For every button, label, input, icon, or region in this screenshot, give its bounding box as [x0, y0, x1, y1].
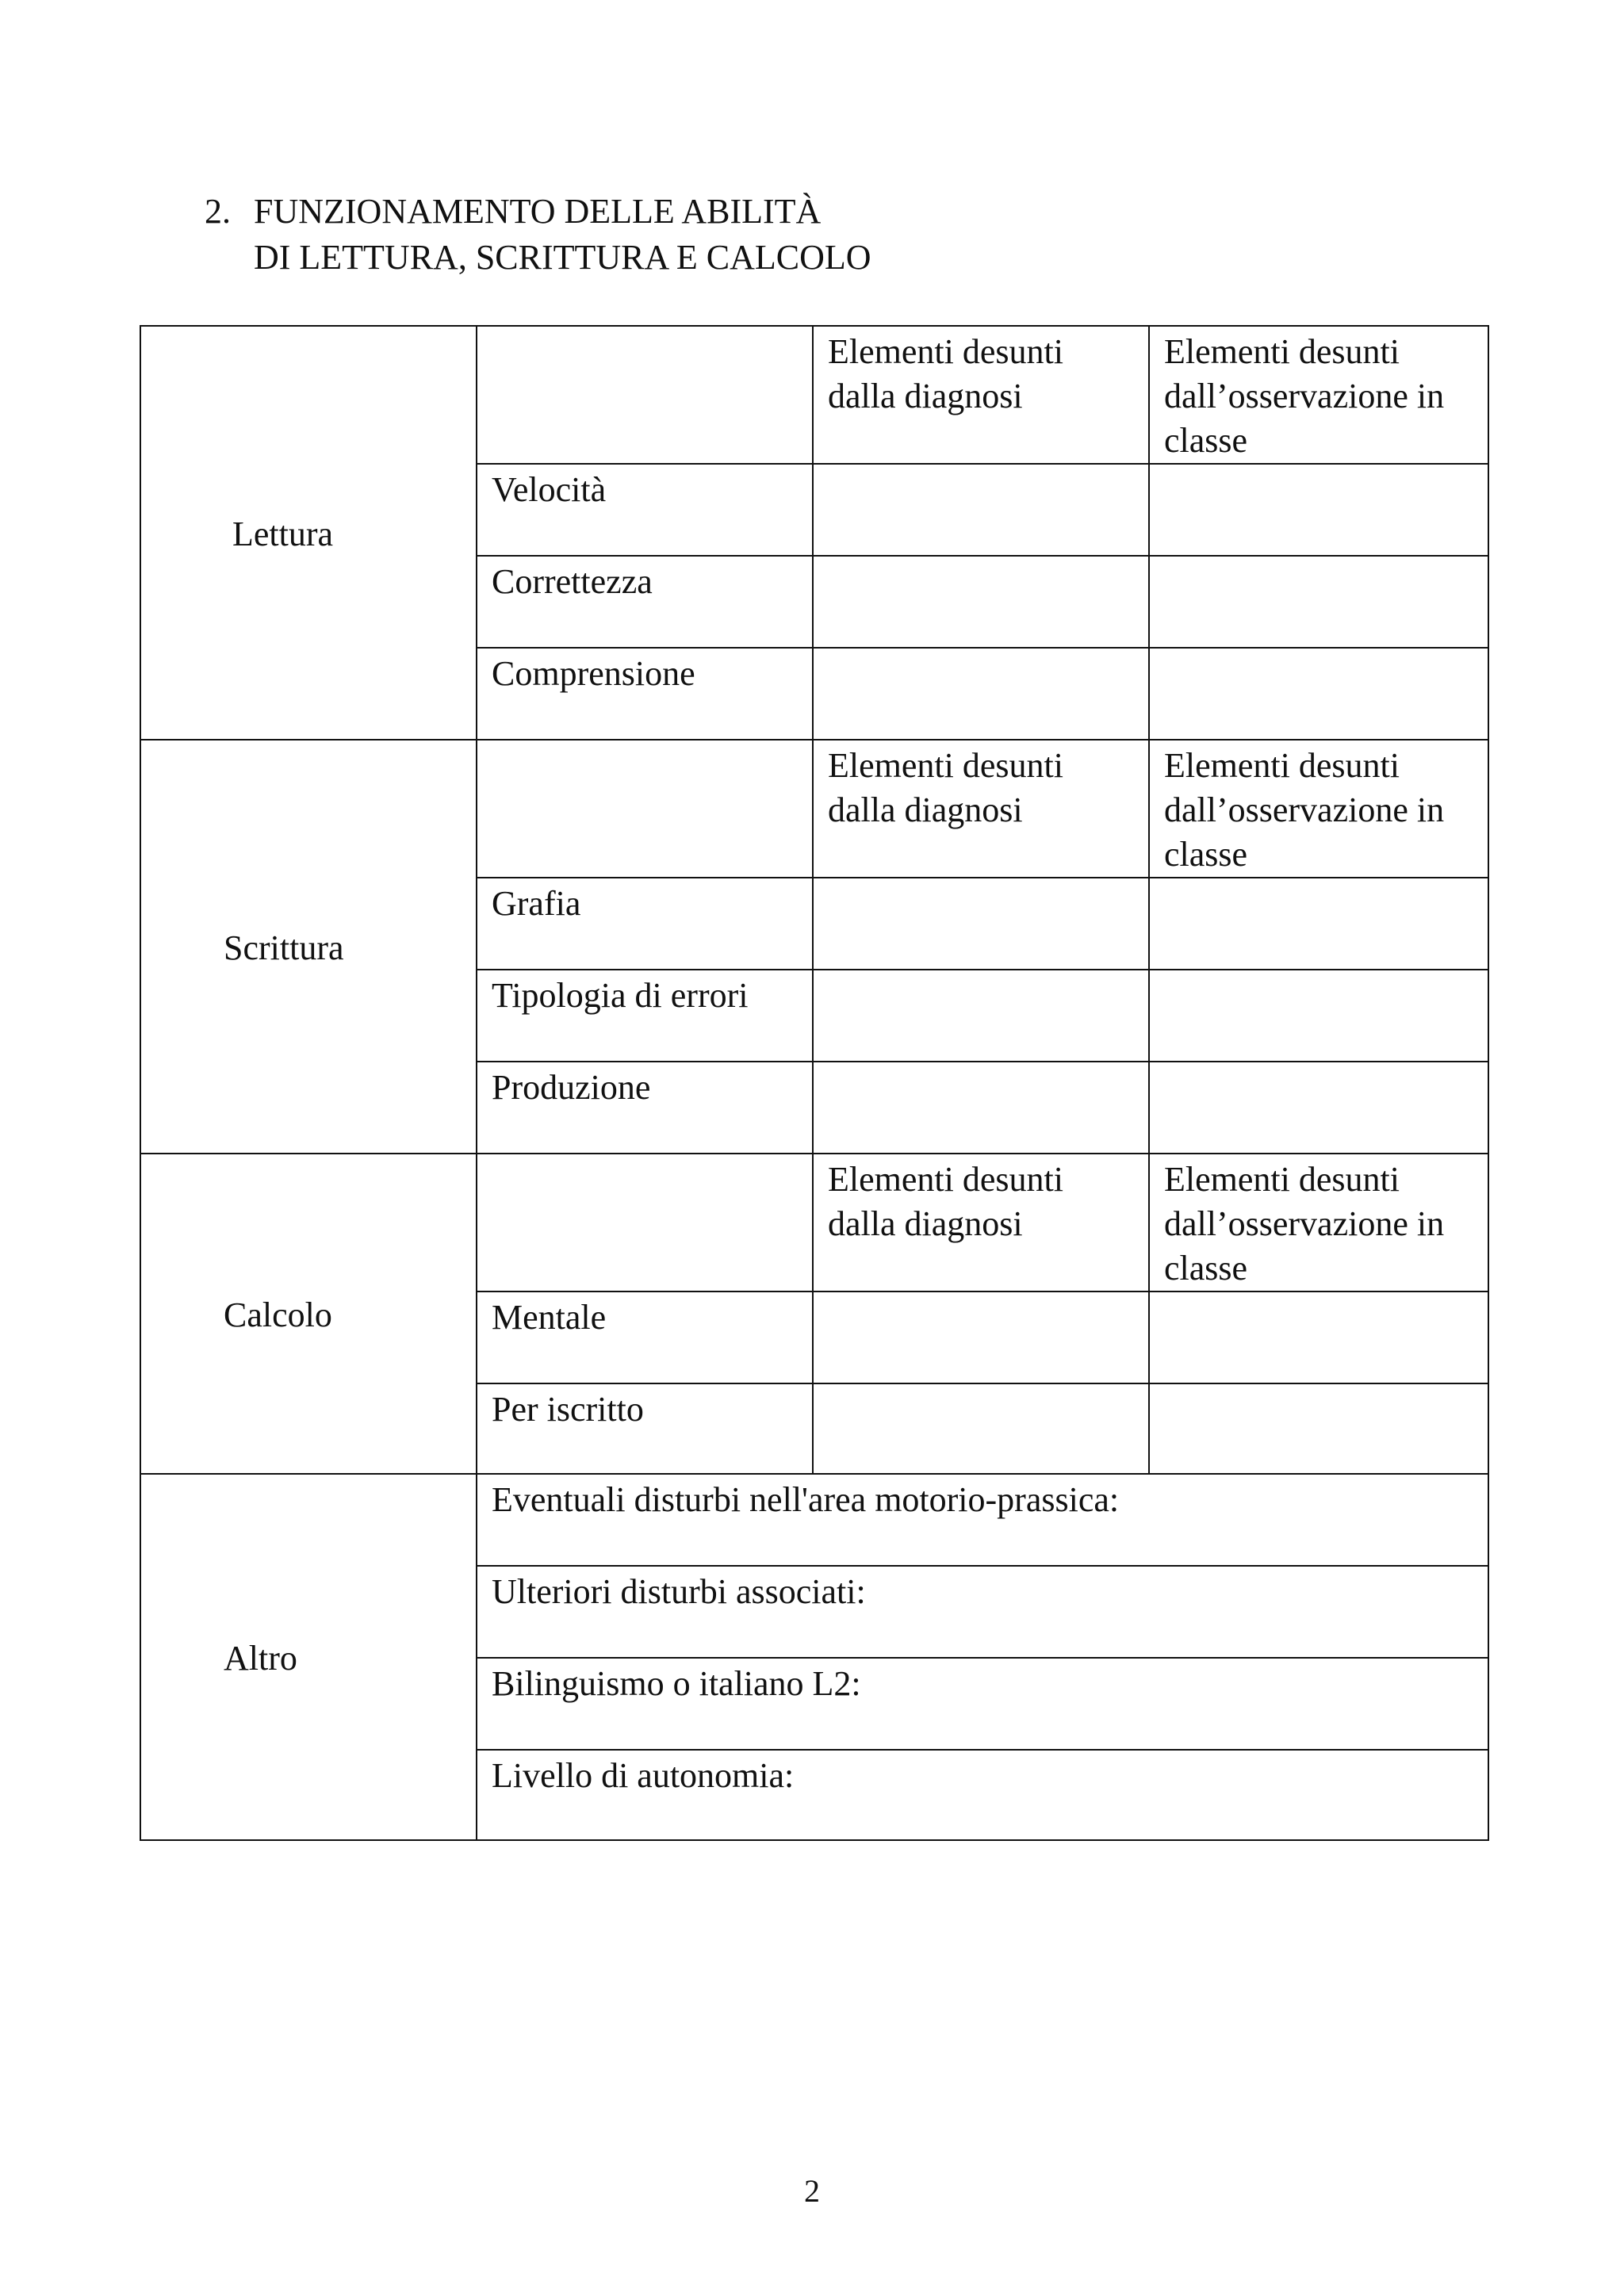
- input-cell-osservazione[interactable]: [1149, 556, 1488, 648]
- input-cell-diagnosi[interactable]: [813, 1062, 1149, 1154]
- heading-line-1: [205, 189, 871, 235]
- abilities-table: [140, 325, 1489, 1841]
- scrittura-header-row: [140, 740, 1488, 878]
- input-cell-diagnosi[interactable]: [813, 556, 1149, 648]
- column-header-osservazione: Elementi desunti dall’osservazione in classe: [1149, 1154, 1488, 1292]
- row-label: Produzione: [477, 1062, 813, 1154]
- column-header-diagnosi: Elementi desunti dalla diagnosi: [813, 326, 1149, 464]
- input-cell-diagnosi[interactable]: [813, 1292, 1149, 1383]
- heading-line-2: DI LETTURA, SCRITTURA E CALCOLO: [254, 238, 871, 277]
- input-cell-osservazione[interactable]: [1149, 1292, 1488, 1383]
- heading-number: 2.: [205, 192, 231, 231]
- row-label: Correttezza: [477, 556, 813, 648]
- input-cell-diagnosi[interactable]: [813, 878, 1149, 970]
- input-cell-osservazione[interactable]: [1149, 1383, 1488, 1474]
- input-cell-diagnosi[interactable]: [813, 970, 1149, 1062]
- row-label: Comprensione: [477, 648, 813, 740]
- altro-field-autonomia[interactable]: Livello di autonomia:: [477, 1750, 1488, 1840]
- empty-header-cell: [477, 326, 813, 464]
- input-cell-osservazione[interactable]: [1149, 970, 1488, 1062]
- column-header-osservazione: Elementi desunti dall’osservazione in classe: [1149, 326, 1488, 464]
- page-number: 2: [804, 2173, 820, 2209]
- row-label: Tipologia di errori: [477, 970, 813, 1062]
- input-cell-diagnosi[interactable]: [813, 464, 1149, 556]
- input-cell-osservazione[interactable]: [1149, 648, 1488, 740]
- row-label: Per iscritto: [477, 1383, 813, 1474]
- empty-header-cell: [477, 1154, 813, 1292]
- column-header-diagnosi: Elementi desunti dalla diagnosi: [813, 1154, 1149, 1292]
- lettura-header-row: [140, 326, 1488, 464]
- area-label-altro: Altro: [140, 1474, 477, 1840]
- section-heading: [205, 189, 871, 281]
- area-label-lettura: Lettura: [140, 326, 477, 740]
- input-cell-diagnosi[interactable]: [813, 648, 1149, 740]
- area-label-scrittura: Scrittura: [140, 740, 477, 1154]
- input-cell-osservazione[interactable]: [1149, 878, 1488, 970]
- row-label: Grafia: [477, 878, 813, 970]
- input-cell-osservazione[interactable]: [1149, 1062, 1488, 1154]
- input-cell-osservazione[interactable]: [1149, 464, 1488, 556]
- table-row: [140, 1474, 1488, 1566]
- calcolo-header-row: [140, 1154, 1488, 1292]
- input-cell-diagnosi[interactable]: [813, 1383, 1149, 1474]
- column-header-diagnosi: Elementi desunti dalla diagnosi: [813, 740, 1149, 878]
- heading-text-1: FUNZIONAMENTO DELLE ABILITÀ: [254, 192, 822, 231]
- row-label: Velocità: [477, 464, 813, 556]
- area-label-calcolo: Calcolo: [140, 1154, 477, 1474]
- altro-field-disturbi-associati[interactable]: Ulteriori disturbi associati:: [477, 1566, 1488, 1658]
- empty-header-cell: [477, 740, 813, 878]
- row-label: Mentale: [477, 1292, 813, 1383]
- column-header-osservazione: Elementi desunti dall’osservazione in classe: [1149, 740, 1488, 878]
- altro-field-motorio-prassica[interactable]: Eventuali disturbi nell'area motorio-prassica:: [477, 1474, 1488, 1566]
- altro-field-bilinguismo[interactable]: Bilinguismo o italiano L2:: [477, 1658, 1488, 1750]
